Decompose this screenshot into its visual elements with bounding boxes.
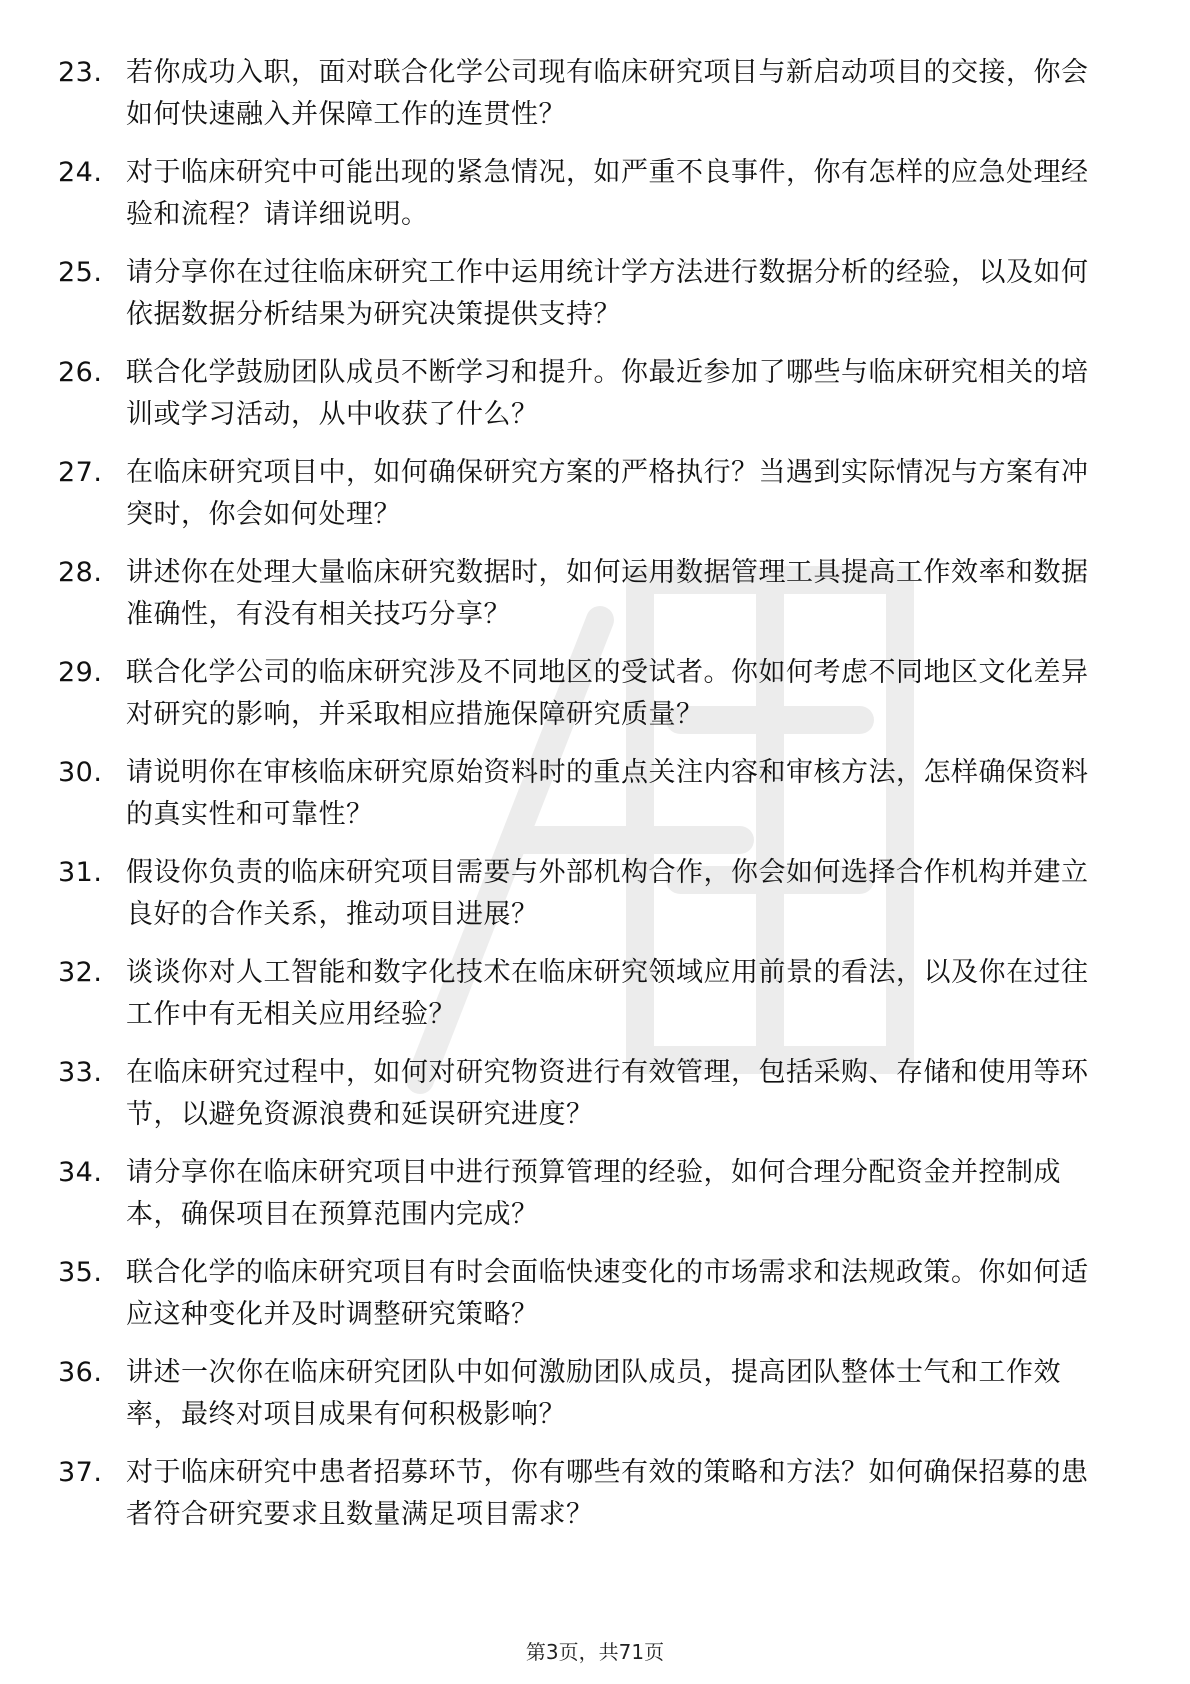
question-number: 35. <box>58 1257 103 1288</box>
question-list <box>58 52 1108 1552</box>
question-number: 32. <box>58 957 103 988</box>
question-text: 请分享你在过往临床研究工作中运用统计学方法进行数据分析的经验，以及如何依据数据分析结果为研究决策提供支持？ <box>126 257 1089 330</box>
question-text: 联合化学的临床研究项目有时会面临快速变化的市场需求和法规政策。你如何适应这种变化并及时调整研究策略？ <box>126 1257 1089 1330</box>
question-item <box>58 852 1108 936</box>
question-text: 在临床研究过程中，如何对研究物资进行有效管理，包括采购、存储和使用等环节，以避免资源浪费和延误研究进度？ <box>126 1057 1089 1130</box>
question-number: 28. <box>58 557 103 588</box>
question-item <box>58 1052 1108 1136</box>
question-text: 假设你负责的临床研究项目需要与外部机构合作，你会如何选择合作机构并建立良好的合作关系，推动项目进展？ <box>126 857 1089 930</box>
question-text: 若你成功入职，面对联合化学公司现有临床研究项目与新启动项目的交接，你会如何快速融入并保障工作的连贯性？ <box>126 57 1089 130</box>
question-text: 讲述你在处理大量临床研究数据时，如何运用数据管理工具提高工作效率和数据准确性，有没有相关技巧分享？ <box>126 557 1089 630</box>
question-number: 37. <box>58 1457 103 1488</box>
question-number: 34. <box>58 1157 103 1188</box>
question-item <box>58 52 1108 136</box>
question-item <box>58 452 1108 536</box>
question-text: 在临床研究项目中，如何确保研究方案的严格执行？当遇到实际情况与方案有冲突时，你会如何处理？ <box>126 457 1089 530</box>
question-text: 对于临床研究中可能出现的紧急情况，如严重不良事件，你有怎样的应急处理经验和流程？请详细说明。 <box>126 157 1089 230</box>
question-item <box>58 1152 1108 1236</box>
question-item <box>58 252 1108 336</box>
question-item <box>58 552 1108 636</box>
question-text: 请说明你在审核临床研究原始资料时的重点关注内容和审核方法，怎样确保资料的真实性和可靠性？ <box>126 757 1089 830</box>
question-item <box>58 1352 1108 1436</box>
question-number: 24. <box>58 157 103 188</box>
page-number-footer: 第3页，共71页 <box>525 1640 665 1664</box>
question-number: 23. <box>58 57 103 88</box>
question-text: 联合化学公司的临床研究涉及不同地区的受试者。你如何考虑不同地区文化差异对研究的影响，并采取相应措施保障研究质量？ <box>126 657 1089 730</box>
question-text: 谈谈你对人工智能和数字化技术在临床研究领域应用前景的看法，以及你在过往工作中有无相关应用经验？ <box>126 957 1089 1030</box>
question-item <box>58 1452 1108 1536</box>
question-item <box>58 152 1108 236</box>
question-item <box>58 952 1108 1036</box>
question-text: 请分享你在临床研究项目中进行预算管理的经验，如何合理分配资金并控制成本，确保项目在预算范围内完成？ <box>126 1157 1061 1230</box>
question-item <box>58 1252 1108 1336</box>
question-number: 36. <box>58 1357 103 1388</box>
question-number: 25. <box>58 257 103 288</box>
question-number: 33. <box>58 1057 103 1088</box>
question-number: 31. <box>58 857 103 888</box>
question-text: 讲述一次你在临床研究团队中如何激励团队成员，提高团队整体士气和工作效率，最终对项目成果有何积极影响？ <box>126 1357 1061 1430</box>
question-number: 29. <box>58 657 103 688</box>
question-item <box>58 652 1108 736</box>
question-text: 对于临床研究中患者招募环节，你有哪些有效的策略和方法？如何确保招募的患者符合研究要求且数量满足项目需求？ <box>126 1457 1089 1530</box>
question-number: 30. <box>58 757 103 788</box>
question-item <box>58 352 1108 436</box>
question-text: 联合化学鼓励团队成员不断学习和提升。你最近参加了哪些与临床研究相关的培训或学习活动，从中收获了什么？ <box>126 357 1089 430</box>
question-number: 27. <box>58 457 103 488</box>
question-number: 26. <box>58 357 103 388</box>
question-item <box>58 752 1108 836</box>
